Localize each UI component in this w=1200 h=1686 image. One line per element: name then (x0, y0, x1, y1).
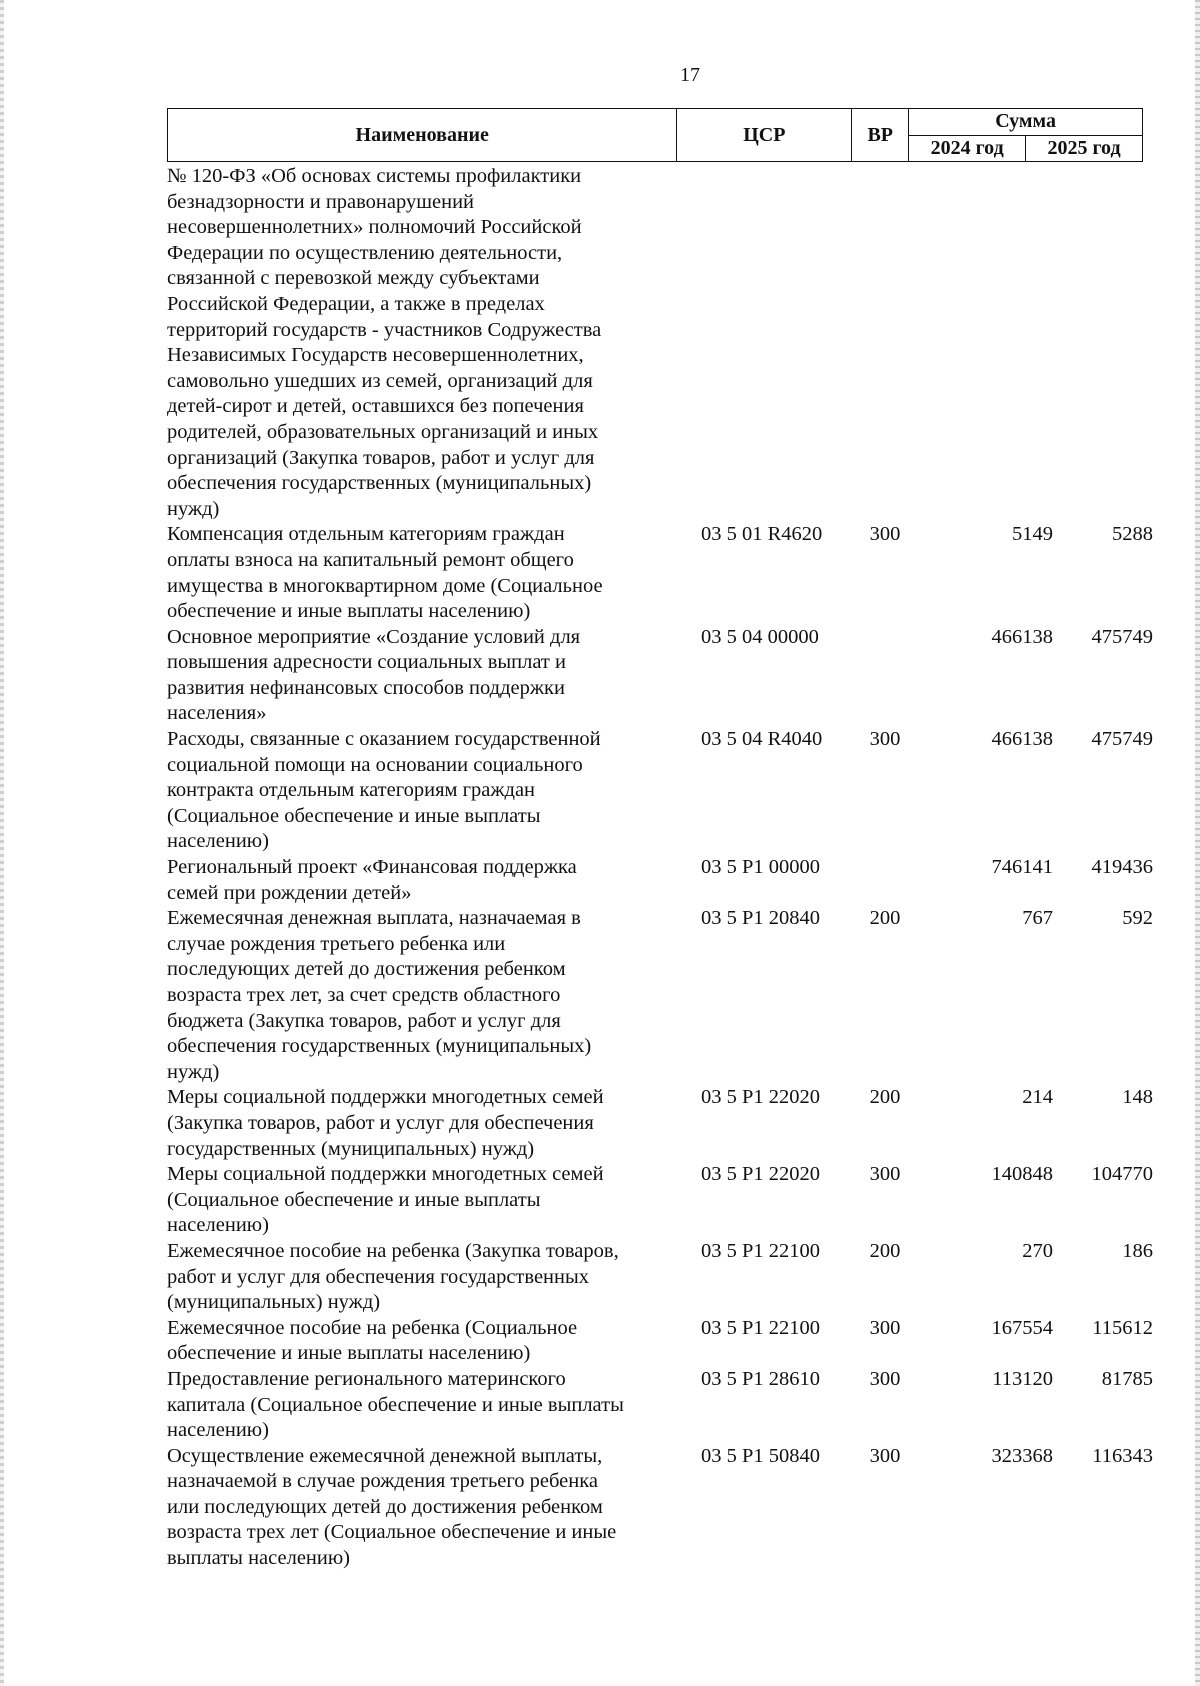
header-vr: ВР (852, 109, 909, 162)
scan-edge-right (1195, 0, 1200, 1686)
row-sum-2024: 746141 (991, 856, 1053, 879)
table-row (167, 906, 1153, 1085)
row-vr: 300 (869, 1163, 901, 1186)
row-vr: 200 (869, 907, 901, 930)
table-row (167, 1085, 1153, 1162)
row-sum-2024: 167554 (991, 1316, 1053, 1339)
header-year-2025: 2025 год (1026, 135, 1143, 162)
table-row (167, 855, 1153, 906)
row-csr: 03 5 P1 00000 (701, 856, 821, 879)
row-name: Осуществление ежемесячной денежной выплаты, назначаемой в случае рождения третьего ребенка или последующих детей до достижения ребенком возраста трех лет (Социальное обеспечение и иные выплаты населению) (167, 1444, 617, 1570)
row-csr: 03 5 04 R4040 (701, 728, 823, 751)
row-sum-2025: 148 (1122, 1086, 1153, 1109)
row-sum-2024: 214 (1022, 1086, 1053, 1109)
row-sum-2024: 466138 (991, 728, 1053, 751)
table-row (167, 164, 1143, 522)
row-sum-2025: 115612 (1092, 1316, 1153, 1339)
table-row (167, 1444, 1153, 1572)
row-csr: 03 5 04 00000 (701, 625, 819, 648)
table-body (167, 164, 1153, 1572)
row-name: Ежемесячное пособие на ребенка (Закупка товаров, работ и услуг для обеспечения государственных (муниципальных) нужд) (167, 1239, 619, 1314)
row-sum-2025: 186 (1122, 1239, 1153, 1262)
header-csr: ЦСР (677, 109, 852, 162)
table-row (167, 1162, 1153, 1239)
row-name: Меры социальной поддержки многодетных семей (Закупка товаров, работ и услуг для обеспечения государственных (муниципальных) нужд) (167, 1086, 604, 1160)
row-vr: 300 (869, 1316, 901, 1339)
row-name: Меры социальной поддержки многодетных семей (Социальное обеспечение и иные выплаты населению) (167, 1163, 604, 1237)
table-row (167, 1239, 1153, 1316)
row-sum-2025: 5288 (1112, 523, 1153, 546)
row-sum-2024: 323368 (991, 1444, 1053, 1467)
row-sum-2025: 419436 (1091, 856, 1153, 879)
row-sum-2024: 466138 (991, 625, 1053, 648)
row-csr: 03 5 P1 22020 (701, 1163, 821, 1186)
header-year-2024: 2024 год (909, 135, 1026, 162)
table-row (167, 625, 1153, 727)
row-vr: 300 (869, 728, 901, 751)
row-sum-2025: 592 (1122, 907, 1153, 930)
row-vr: 300 (869, 1444, 901, 1467)
row-vr: 200 (869, 1239, 901, 1262)
row-name: № 120-ФЗ «Об основах системы профилактики безнадзорности и правонарушений несовершеннолетних» полномочий Российской Федерации по осуществлению деятельности, связанной с перевозкой между субъектами Российской Федерации, а также в пределах территорий государств - участников Содружества Независимых Государств несовершеннолетних, самовольно ушедших из семей, организаций для детей-сирот и детей, оставшихся без попечения родителей, образовательных организаций и иных организаций (Закупка товаров, работ и услуг для обеспечения государственных (муниципальных) нужд) (167, 165, 602, 520)
row-vr: 200 (869, 1086, 901, 1109)
row-name: Региональный проект «Финансовая поддержка семей при рождении детей» (167, 856, 577, 904)
row-sum-2024: 270 (1022, 1239, 1053, 1262)
row-sum-2024: 767 (1022, 907, 1053, 930)
row-csr: 03 5 P1 50840 (701, 1444, 821, 1467)
table-row (167, 522, 1153, 624)
page-number: 17 (680, 64, 700, 86)
row-sum-2024: 5149 (1012, 523, 1053, 546)
row-name: Компенсация отдельным категориям граждан оплаты взноса на капитальный ремонт общего имущества в многоквартирном доме (Социальное обеспечение и иные выплаты населению) (167, 523, 603, 623)
row-sum-2025: 116343 (1092, 1444, 1153, 1467)
row-sum-2025: 104770 (1091, 1163, 1153, 1186)
table-row (167, 727, 1153, 855)
table-row (167, 1367, 1153, 1444)
row-csr: 03 5 P1 22100 (701, 1316, 821, 1339)
row-sum-2025: 475749 (1091, 728, 1153, 751)
row-csr: 03 5 P1 20840 (701, 907, 821, 930)
row-sum-2024: 113120 (992, 1367, 1053, 1390)
table-header (167, 108, 1143, 162)
header-name: Наименование (168, 109, 677, 162)
header-sum: Сумма (909, 109, 1143, 136)
row-name: Ежемесячное пособие на ребенка (Социальное обеспечение и иные выплаты населению) (167, 1316, 578, 1365)
row-sum-2025: 475749 (1091, 625, 1153, 648)
row-csr: 03 5 01 R4620 (701, 523, 823, 546)
row-csr: 03 5 P1 28610 (701, 1367, 821, 1390)
row-sum-2025: 81785 (1101, 1367, 1153, 1390)
row-csr: 03 5 P1 22100 (701, 1239, 821, 1262)
row-name: Основное мероприятие «Создание условий для повышения адресности социальных выплат и развития нефинансовых способов поддержки населения» (167, 625, 581, 725)
row-csr: 03 5 P1 22020 (701, 1086, 821, 1109)
row-name: Расходы, связанные с оказанием государственной социальной помощи на основании социального контракта отдельным категориям граждан (Социальное обеспечение и иные выплаты населению) (167, 728, 601, 853)
table-row (167, 1316, 1153, 1367)
row-vr: 300 (869, 523, 901, 546)
row-name: Ежемесячная денежная выплата, назначаемая в случае рождения третьего ребенка или последующих детей до достижения ребенком возраста трех лет, за счет средств областного бюджета (Закупка товаров, работ и услуг для обеспечения государственных (муниципальных) нужд) (167, 907, 592, 1083)
row-vr: 300 (869, 1367, 901, 1390)
row-name: Предоставление регионального материнского капитала (Социальное обеспечение и иные выплаты населению) (167, 1367, 624, 1442)
scan-edge-left (0, 0, 4, 1686)
row-sum-2024: 140848 (991, 1163, 1053, 1186)
